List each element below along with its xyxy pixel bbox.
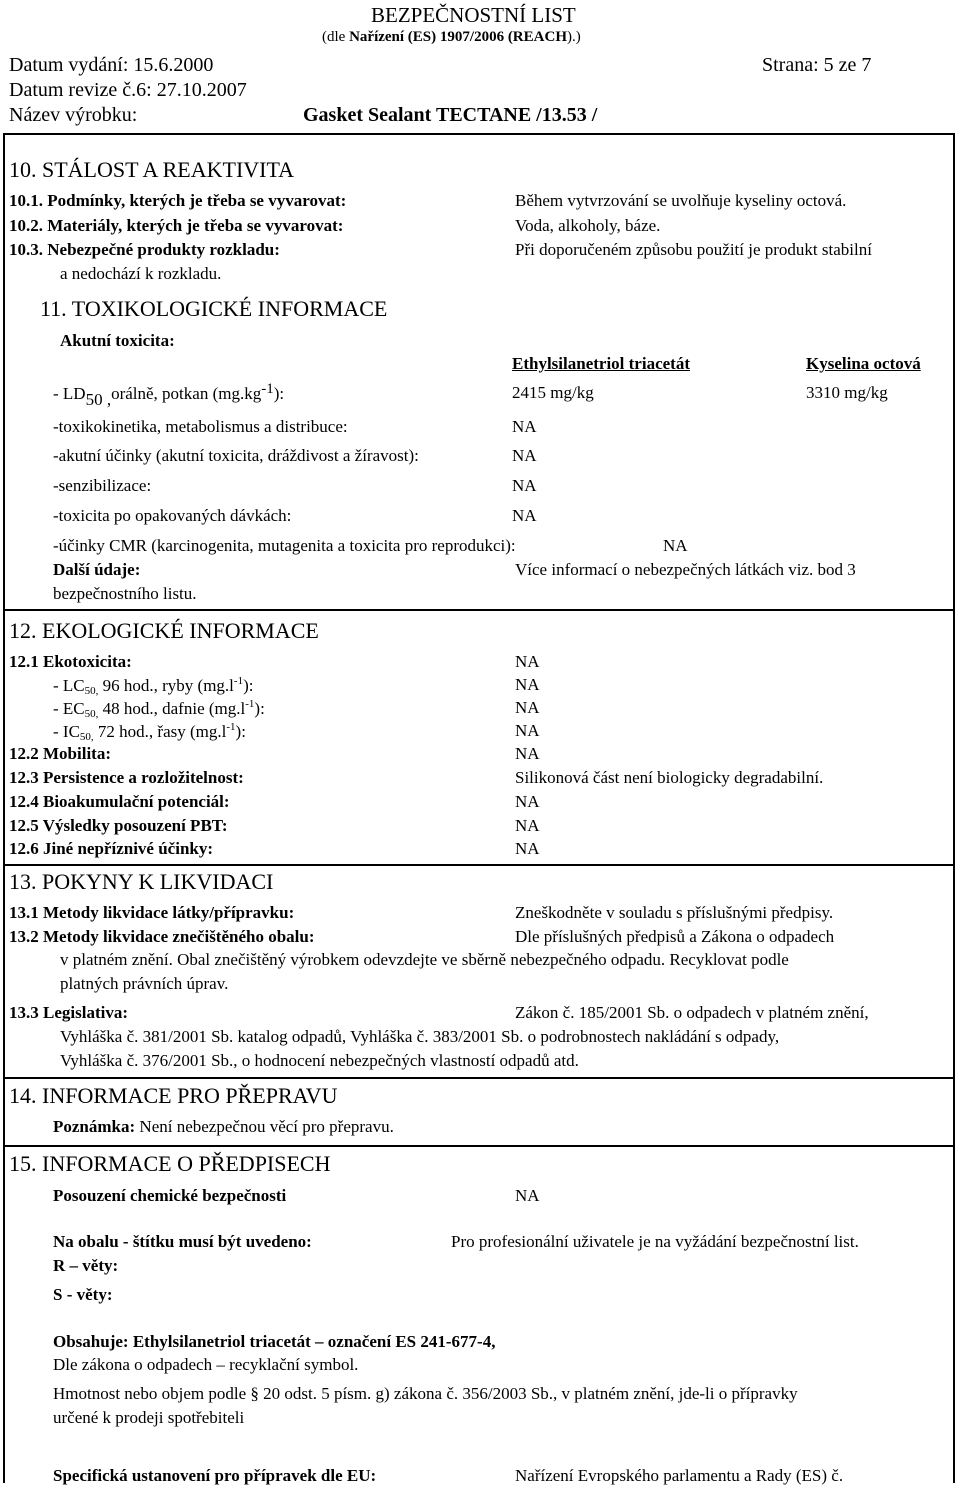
ic50-label: - $IC_{50,}$ 72 hod., řasy $(mg.l^{-1})$: — [53, 721, 246, 743]
section-12-title: 12. EKOLOGICKÉ INFORMACE — [9, 618, 319, 643]
cmr-label: -účinky CMR (karcinogenita, mutagenita a toxicita pro reprodukci): — [53, 536, 516, 555]
section-13-title: 13. POKYNY K LIKVIDACI — [9, 869, 274, 894]
chemical-safety-value: NA — [515, 1186, 540, 1205]
r-phrases-label: R – věty: — [53, 1256, 119, 1275]
section-11-title: 11. TOXIKOLOGICKÉ INFORMACE — [40, 296, 388, 321]
section-14-title: 14. INFORMACE PRO PŘEPRAVU — [9, 1083, 338, 1108]
transport-note: Poznámka: Není nebezpečnou věcí pro přepravu. — [53, 1117, 394, 1136]
page-number: Strana: 5 ze 7 — [762, 54, 872, 76]
regulation-reference: (dle Nařízení (ES) 1907/2006 (REACH).) — [322, 29, 581, 45]
s10-materials-label: 10.2. Materiály, kterých je třeba se vyvarovat: — [9, 216, 344, 235]
toxicokinetics-label: -toxikokinetika, metabolismus a distribuce: — [53, 417, 348, 436]
more-info-label: Další údaje: — [53, 560, 141, 579]
waste-law-statement: Dle zákona o odpadech – recyklační symbol. — [53, 1355, 359, 1374]
product-name: Gasket Sealant TECTANE /13.53 / — [303, 104, 598, 126]
bioaccumulation-value: NA — [515, 792, 540, 811]
column-ethylsilanetriol: Ethylsilanetriol triacetát — [512, 354, 690, 373]
packaging-label-label: Na obalu - štítku musí být uvedeno: — [53, 1232, 312, 1251]
ecotoxicity-value: NA — [515, 652, 540, 671]
lc50-value: NA — [515, 675, 540, 694]
packaging-label-value: Pro profesionální uživatele je na vyžádání bezpečnostní list. — [451, 1232, 859, 1251]
mobility-label: 12.2 Mobilita: — [9, 744, 111, 763]
section-10-title: 10. STÁLOST A REAKTIVITA — [9, 157, 295, 182]
s10-materials-value: Voda, alkoholy, báze. — [515, 216, 661, 235]
sensitization-value: NA — [512, 476, 537, 495]
s-phrases-label: S - věty: — [53, 1285, 113, 1304]
volume-statement-line2: určené k prodeji spotřebiteli — [53, 1408, 245, 1427]
s10-decomposition-cont: a nedochází k rozkladu. — [60, 264, 222, 283]
ecotoxicity-label: 12.1 Ekotoxicita: — [9, 652, 132, 671]
disposal-packaging-line2: v platném znění. Obal znečištěný výrobkem odevzdejte ve sběrně nebezpečného odpadu. Recyklovat podle — [60, 950, 789, 969]
header-divider — [3, 133, 955, 135]
ld50-label: - $LD_{50 ,}orá\ln ě$, potkan $(mg.kg^{-1})$: — [53, 381, 285, 409]
ic50-value: NA — [515, 721, 540, 740]
legislation-value: Zákon č. 185/2001 Sb. o odpadech v platném znění, — [515, 1003, 869, 1022]
legislation-line3: Vyhláška č. 376/2001 Sb., o hodnocení nebezpečných vlastností odpadů atd. — [60, 1051, 579, 1070]
s10-conditions-value: Během vytvrzování se uvolňuje kyseliny octová. — [515, 191, 847, 210]
disposal-packaging-line3: platných právních úprav. — [60, 974, 229, 993]
persistence-value: Silikonová část není biologicky degradabilní. — [515, 768, 824, 787]
volume-statement-line1: Hmotnost nebo objem podle § 20 odst. 5 písm. g) zákona č. 356/2003 Sb., v platném znění, jde-li o přípravky — [53, 1384, 798, 1403]
acute-effects-value: NA — [512, 446, 537, 465]
document-title: BEZPEČNOSTNÍ LIST — [371, 3, 576, 27]
legislation-line2: Vyhláška č. 381/2001 Sb. katalog odpadů, Vyhláška č. 383/2001 Sb. o podrobnostech nakládání s odpady, — [60, 1027, 780, 1046]
mobility-value: NA — [515, 744, 540, 763]
ec50-value: NA — [515, 698, 540, 717]
pbt-label: 12.5 Výsledky posouzení PBT: — [9, 816, 228, 835]
disposal-product-label: 13.1 Metody likvidace látky/přípravku: — [9, 903, 295, 922]
ec50-label: - $EC_{50,}$ 48 hod., dafnie $(mg.l^{-1})$: — [53, 698, 265, 720]
section-15-divider — [3, 1145, 955, 1147]
ld50-value-ethylsilanetriol: 2415 mg/kg — [512, 383, 594, 402]
eu-provisions-label: Specifická ustanovení pro přípravek dle EU: — [53, 1466, 377, 1485]
ld50-value-acetic-acid: 3310 mg/kg — [806, 383, 888, 402]
repeated-dose-value: NA — [512, 506, 537, 525]
pbt-value: NA — [515, 816, 540, 835]
s10-decomposition-value: Při doporučeném způsobu použití je produkt stabilní — [515, 240, 872, 259]
product-label: Název výrobku: — [9, 104, 138, 126]
bioaccumulation-label: 12.4 Bioakumulační potenciál: — [9, 792, 230, 811]
section-13-divider — [3, 864, 955, 866]
eu-provisions-value: Nařízení Evropského parlamentu a Rady (ES) č. — [515, 1466, 844, 1485]
disposal-product-value: Zneškodněte v souladu s příslušnými předpisy. — [515, 903, 834, 922]
acute-toxicity-label: Akutní toxicita: — [60, 331, 175, 350]
revision-date: Datum revize č.6: 27.10.2007 — [9, 79, 247, 101]
issue-date: Datum vydání: 15.6.2000 — [9, 54, 214, 76]
more-info-value: Více informací o nebezpečných látkách viz. bod 3 — [515, 560, 856, 579]
chemical-safety-label: Posouzení chemické bezpečnosti — [53, 1186, 287, 1205]
more-info-cont: bezpečnostního listu. — [53, 584, 197, 603]
disposal-packaging-label: 13.2 Metody likvidace znečištěného obalu: — [9, 927, 315, 946]
sensitization-label: -senzibilizace: — [53, 476, 152, 495]
section-15-title: 15. INFORMACE O PŘEDPISECH — [9, 1151, 331, 1176]
other-effects-value: NA — [515, 839, 540, 858]
other-effects-label: 12.6 Jiné nepříznivé účinky: — [9, 839, 214, 858]
persistence-label: 12.3 Persistence a rozložitelnost: — [9, 768, 244, 787]
lc50-label: - $LC_{50,}$ 96 hod., ryby $(mg.l^{-1})$: — [53, 675, 254, 697]
toxicokinetics-value: NA — [512, 417, 537, 436]
section-12-divider — [3, 609, 955, 611]
legislation-label: 13.3 Legislativa: — [9, 1003, 128, 1022]
cmr-value: NA — [663, 536, 688, 555]
right-border — [953, 133, 955, 1483]
contains-statement: Obsahuje: Ethylsilanetriol triacetát – označení ES 241-677-4, — [53, 1332, 496, 1351]
section-14-divider — [3, 1077, 955, 1079]
left-border — [3, 133, 5, 1483]
s10-decomposition-label: 10.3. Nebezpečné produkty rozkladu: — [9, 240, 280, 259]
column-acetic-acid: Kyselina octová — [806, 354, 921, 373]
repeated-dose-label: -toxicita po opakovaných dávkách: — [53, 506, 292, 525]
s10-conditions-label: 10.1. Podmínky, kterých je třeba se vyvarovat: — [9, 191, 347, 210]
disposal-packaging-value: Dle příslušných předpisů a Zákona o odpadech — [515, 927, 835, 946]
acute-effects-label: -akutní účinky (akutní toxicita, dráždivost a žíravost): — [53, 446, 419, 465]
